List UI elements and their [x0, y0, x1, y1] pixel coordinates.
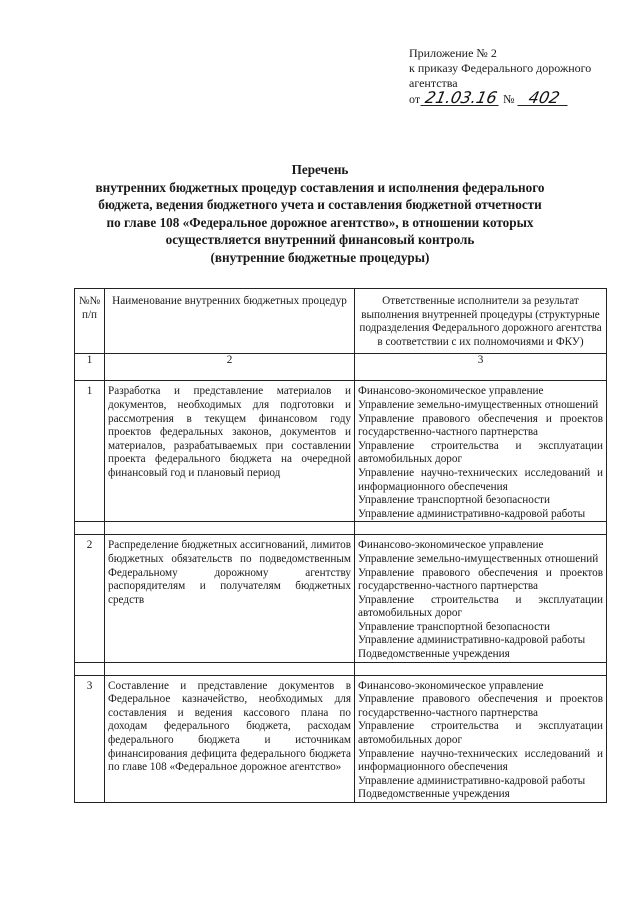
- header-number: №№ п/п: [75, 289, 105, 354]
- annex-agency: агентства: [409, 76, 458, 90]
- document-title: [76, 161, 564, 267]
- annex-date-line: [409, 88, 629, 107]
- responsible-item: Финансово-экономическое управление: [358, 385, 544, 398]
- row-number: 2: [75, 535, 105, 662]
- table-row: [75, 535, 607, 662]
- title-line-5: осуществляется внутренний финансовый контроль: [165, 232, 475, 248]
- title-line-6: (внутренние бюджетные процедуры): [210, 249, 430, 265]
- responsible-list: [355, 675, 607, 802]
- responsible-item: Управление правового обеспечения и проектов государственно-частного партнерства: [358, 566, 603, 593]
- responsible-list: [355, 535, 607, 662]
- responsible-item: Управление правового обеспечения и проектов государственно-частного партнерства: [358, 412, 603, 439]
- annex-order-reference: к приказу Федерального дорожного: [409, 61, 592, 75]
- responsible-item: Управление строительства и эксплуатации автомобильных дорог: [358, 720, 603, 747]
- procedures-table: [74, 288, 607, 803]
- annex-title: Приложение № 2: [409, 46, 497, 60]
- row-spacer: [75, 522, 607, 535]
- procedure-text: Разработка и представление материалов и документов, необходимых для подготовки и рассмотрения в текущем финансовом году проектов федеральных законов, документов и материалов, разрабатываемых при составлении проекта федерального бюджета на очередной финансовый год и плановый период: [105, 381, 355, 522]
- responsible-item: Управление административно-кадровой работы: [358, 774, 586, 787]
- procedure-text: Распределение бюджетных ассигнований, лимитов бюджетных обязательств по подведомственным Федеральному дорожному агентству распорядителям и получателям бюджетных средств: [105, 535, 355, 662]
- number-prefix: №: [503, 92, 515, 106]
- responsible-list: [355, 381, 607, 522]
- title-line-2: внутренних бюджетных процедур составления и исполнения федерального: [95, 179, 545, 195]
- responsible-item: Управление транспортной безопасности: [358, 494, 550, 507]
- table-row: [75, 381, 607, 522]
- responsible-item: Подведомственные учреждения: [358, 788, 510, 801]
- header-responsible: Ответственные исполнители за результат выполнения внутренней процедуры (структурные подразделения Федерального дорожного агентства в соответствии с их полномочиями и ФКУ): [355, 289, 607, 354]
- title-line-3: бюджета, ведения бюджетного учета и составления бюджетной отчетности: [98, 197, 542, 213]
- title-line-1: Перечень: [291, 162, 349, 177]
- responsible-item: Управление административно-кадровой работы: [358, 634, 586, 647]
- annex-block: [409, 46, 629, 107]
- table-header-row: [75, 289, 607, 354]
- responsible-item: Управление правового обеспечения и проектов государственно-частного партнерства: [358, 693, 603, 719]
- row-number: 3: [75, 675, 105, 802]
- row-spacer: [75, 662, 607, 675]
- responsible-item: Управление административно-кадровой работы: [358, 507, 586, 520]
- responsible-item: Управление научно-технических исследований и информационного обеспечения: [358, 747, 603, 774]
- responsible-item: Управление земельно-имущественных отношений: [358, 398, 599, 411]
- column-number-1: 1: [75, 354, 105, 381]
- column-number-row: [75, 354, 607, 381]
- column-number-2: 2: [105, 354, 355, 381]
- responsible-item: Управление земельно-имущественных отношений: [358, 552, 599, 565]
- header-procedure: Наименование внутренних бюджетных процедур: [105, 289, 355, 354]
- row-number: 1: [75, 381, 105, 522]
- responsible-item: Управление научно-технических исследований и информационного обеспечения: [358, 466, 603, 493]
- column-number-3: 3: [355, 354, 607, 381]
- title-line-4: по главе 108 «Федеральное дорожное агентство», в отношении которых: [106, 214, 534, 230]
- procedure-text: Составление и представление документов в Федеральное казначейство, необходимых для составления и ведения кассового плана по доходам федерального бюджета, расходам федерального бюджета и источникам финансирования дефицита федерального бюджета по главе 108 «Федеральное дорожное агентство»: [105, 675, 355, 802]
- handwritten-date: 21.03.16: [420, 91, 501, 106]
- handwritten-number: 402: [517, 91, 570, 106]
- responsible-item: Финансово-экономическое управление: [358, 679, 544, 692]
- responsible-item: Управление строительства и эксплуатации автомобильных дорог: [358, 593, 603, 620]
- responsible-item: Управление транспортной безопасности: [358, 620, 550, 633]
- responsible-item: Финансово-экономическое управление: [358, 539, 544, 552]
- date-prefix: от: [409, 92, 421, 106]
- responsible-item: Управление строительства и эксплуатации автомобильных дорог: [358, 439, 603, 466]
- table-row: [75, 675, 607, 802]
- responsible-item: Подведомственные учреждения: [358, 648, 510, 661]
